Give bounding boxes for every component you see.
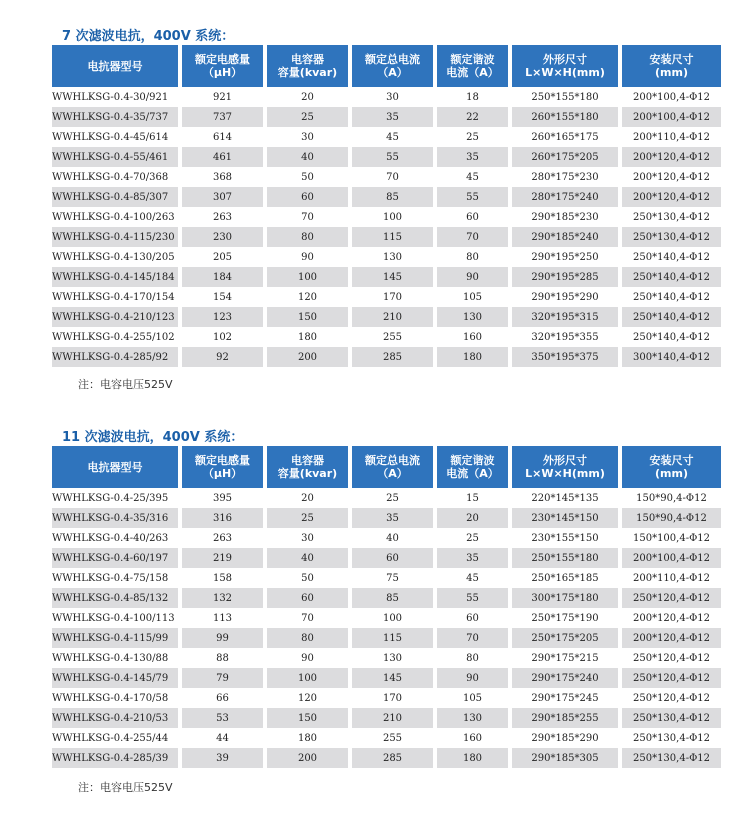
value-cell: 263: [180, 528, 265, 548]
value-cell: 100: [350, 207, 435, 227]
value-cell: 50: [265, 568, 350, 588]
value-cell: 150: [265, 307, 350, 327]
model-cell: WWHLKSG-0.4-115/99: [52, 628, 180, 648]
value-cell: 180: [435, 748, 510, 768]
value-cell: 205: [180, 247, 265, 267]
table-row: [52, 127, 721, 147]
header-cell: 额定谐波 电流（A）: [435, 446, 510, 488]
value-cell: 255: [350, 327, 435, 347]
value-cell: 70: [435, 628, 510, 648]
value-cell: 132: [180, 588, 265, 608]
model-cell: WWHLKSG-0.4-100/113: [52, 608, 180, 628]
header-cell: 额定电感量 （μH）: [180, 45, 265, 87]
value-cell: 250*140,4-Φ12: [620, 267, 721, 287]
value-cell: 39: [180, 748, 265, 768]
model-cell: WWHLKSG-0.4-170/154: [52, 287, 180, 307]
value-cell: 30: [350, 87, 435, 107]
model-cell: WWHLKSG-0.4-170/58: [52, 688, 180, 708]
value-cell: 250*120,4-Φ12: [620, 668, 721, 688]
value-cell: 200: [265, 748, 350, 768]
table-row: [52, 548, 721, 568]
value-cell: 45: [435, 167, 510, 187]
section-title: 11 次滤波电抗，400V 系统：: [62, 430, 244, 445]
value-cell: 22: [435, 107, 510, 127]
value-cell: 75: [350, 568, 435, 588]
value-cell: 150: [265, 708, 350, 728]
table-row: [52, 628, 721, 648]
model-cell: WWHLKSG-0.4-210/53: [52, 708, 180, 728]
value-cell: 105: [435, 287, 510, 307]
value-cell: 60: [435, 207, 510, 227]
model-cell: WWHLKSG-0.4-115/230: [52, 227, 180, 247]
model-cell: WWHLKSG-0.4-45/614: [52, 127, 180, 147]
table-row: [52, 748, 721, 768]
value-cell: 50: [265, 167, 350, 187]
value-cell: 35: [435, 548, 510, 568]
value-cell: 290*195*290: [510, 287, 620, 307]
value-cell: 200*100,4-Φ12: [620, 107, 721, 127]
value-cell: 210: [350, 708, 435, 728]
value-cell: 290*185*255: [510, 708, 620, 728]
model-cell: WWHLKSG-0.4-40/263: [52, 528, 180, 548]
model-cell: WWHLKSG-0.4-70/368: [52, 167, 180, 187]
value-cell: 320*195*355: [510, 327, 620, 347]
value-cell: 60: [265, 588, 350, 608]
value-cell: 290*185*230: [510, 207, 620, 227]
value-cell: 200: [265, 347, 350, 367]
value-cell: 250*140,4-Φ12: [620, 287, 721, 307]
table-row: [52, 307, 721, 327]
table-row: [52, 488, 721, 508]
value-cell: 20: [265, 87, 350, 107]
value-cell: 300*175*180: [510, 588, 620, 608]
header-cell: 外形尺寸 L×W×H(mm): [510, 446, 620, 488]
table-row: [52, 147, 721, 167]
value-cell: 230*145*150: [510, 508, 620, 528]
value-cell: 85: [350, 588, 435, 608]
table-row: [52, 688, 721, 708]
value-cell: 100: [350, 608, 435, 628]
model-cell: WWHLKSG-0.4-130/88: [52, 648, 180, 668]
value-cell: 20: [435, 508, 510, 528]
value-cell: 290*185*305: [510, 748, 620, 768]
header-cell: 电抗器型号: [52, 45, 180, 87]
value-cell: 35: [350, 107, 435, 127]
value-cell: 120: [265, 688, 350, 708]
capacitor-voltage-note: 注：电容电压525V: [78, 378, 173, 391]
model-cell: WWHLKSG-0.4-85/132: [52, 588, 180, 608]
table-row: [52, 187, 721, 207]
value-cell: 80: [435, 247, 510, 267]
value-cell: 200*110,4-Φ12: [620, 127, 721, 147]
table-row: [52, 247, 721, 267]
table-row: [52, 207, 721, 227]
value-cell: 200*110,4-Φ12: [620, 568, 721, 588]
value-cell: 80: [435, 648, 510, 668]
value-cell: 250*140,4-Φ12: [620, 307, 721, 327]
model-cell: WWHLKSG-0.4-285/92: [52, 347, 180, 367]
value-cell: 250*140,4-Φ12: [620, 247, 721, 267]
value-cell: 102: [180, 327, 265, 347]
table-row: [52, 528, 721, 548]
value-cell: 180: [265, 728, 350, 748]
value-cell: 130: [435, 307, 510, 327]
value-cell: 280*175*240: [510, 187, 620, 207]
value-cell: 35: [350, 508, 435, 528]
value-cell: 40: [265, 147, 350, 167]
value-cell: 160: [435, 728, 510, 748]
value-cell: 210: [350, 307, 435, 327]
value-cell: 105: [435, 688, 510, 708]
value-cell: 99: [180, 628, 265, 648]
header-cell: 额定总电流 （A）: [350, 446, 435, 488]
value-cell: 290*175*245: [510, 688, 620, 708]
value-cell: 130: [350, 247, 435, 267]
value-cell: 45: [435, 568, 510, 588]
value-cell: 123: [180, 307, 265, 327]
value-cell: 170: [350, 287, 435, 307]
model-cell: WWHLKSG-0.4-55/461: [52, 147, 180, 167]
value-cell: 250*175*190: [510, 608, 620, 628]
value-cell: 250*120,4-Φ12: [620, 688, 721, 708]
value-cell: 80: [265, 628, 350, 648]
value-cell: 180: [435, 347, 510, 367]
value-cell: 921: [180, 87, 265, 107]
value-cell: 200*100,4-Φ12: [620, 548, 721, 568]
header-cell: 安装尺寸 (mm): [620, 45, 721, 87]
value-cell: 300*140,4-Φ12: [620, 347, 721, 367]
value-cell: 290*175*240: [510, 668, 620, 688]
value-cell: 737: [180, 107, 265, 127]
table-row: [52, 227, 721, 247]
value-cell: 45: [350, 127, 435, 147]
value-cell: 250*130,4-Φ12: [620, 728, 721, 748]
value-cell: 160: [435, 327, 510, 347]
value-cell: 250*120,4-Φ12: [620, 588, 721, 608]
value-cell: 285: [350, 347, 435, 367]
table-row: [52, 347, 721, 367]
value-cell: 250*120,4-Φ12: [620, 648, 721, 668]
value-cell: 290*185*290: [510, 728, 620, 748]
value-cell: 200*120,4-Φ12: [620, 147, 721, 167]
table-row: [52, 287, 721, 307]
value-cell: 25: [265, 508, 350, 528]
value-cell: 25: [435, 528, 510, 548]
value-cell: 250*130,4-Φ12: [620, 207, 721, 227]
model-cell: WWHLKSG-0.4-85/307: [52, 187, 180, 207]
value-cell: 60: [350, 548, 435, 568]
value-cell: 25: [265, 107, 350, 127]
value-cell: 290*195*250: [510, 247, 620, 267]
value-cell: 100: [265, 668, 350, 688]
model-cell: WWHLKSG-0.4-25/395: [52, 488, 180, 508]
model-cell: WWHLKSG-0.4-145/184: [52, 267, 180, 287]
table-row: [52, 568, 721, 588]
value-cell: 307: [180, 187, 265, 207]
value-cell: 55: [435, 187, 510, 207]
value-cell: 150*100,4-Φ12: [620, 528, 721, 548]
value-cell: 255: [350, 728, 435, 748]
value-cell: 219: [180, 548, 265, 568]
value-cell: 44: [180, 728, 265, 748]
spec-table: [52, 45, 721, 367]
value-cell: 130: [435, 708, 510, 728]
value-cell: 66: [180, 688, 265, 708]
value-cell: 145: [350, 267, 435, 287]
value-cell: 350*195*375: [510, 347, 620, 367]
value-cell: 70: [350, 167, 435, 187]
table-row: [52, 648, 721, 668]
value-cell: 154: [180, 287, 265, 307]
model-cell: WWHLKSG-0.4-210/123: [52, 307, 180, 327]
table-header-row: [52, 446, 721, 488]
header-cell: 安装尺寸 (mm): [620, 446, 721, 488]
value-cell: 290*185*240: [510, 227, 620, 247]
value-cell: 70: [435, 227, 510, 247]
value-cell: 60: [435, 608, 510, 628]
value-cell: 200*120,4-Φ12: [620, 628, 721, 648]
table-row: [52, 267, 721, 287]
value-cell: 230: [180, 227, 265, 247]
model-cell: WWHLKSG-0.4-255/44: [52, 728, 180, 748]
value-cell: 113: [180, 608, 265, 628]
value-cell: 290*195*285: [510, 267, 620, 287]
value-cell: 60: [265, 187, 350, 207]
value-cell: 100: [265, 267, 350, 287]
value-cell: 395: [180, 488, 265, 508]
value-cell: 200*120,4-Φ12: [620, 608, 721, 628]
value-cell: 115: [350, 227, 435, 247]
table-row: [52, 608, 721, 628]
value-cell: 290*175*215: [510, 648, 620, 668]
value-cell: 461: [180, 147, 265, 167]
value-cell: 368: [180, 167, 265, 187]
value-cell: 55: [435, 588, 510, 608]
value-cell: 35: [435, 147, 510, 167]
value-cell: 150*90,4-Φ12: [620, 508, 721, 528]
value-cell: 250*175*205: [510, 628, 620, 648]
section-title: 7 次滤波电抗，400V 系统：: [62, 29, 235, 44]
value-cell: 90: [265, 648, 350, 668]
value-cell: 130: [350, 648, 435, 668]
value-cell: 250*140,4-Φ12: [620, 327, 721, 347]
model-cell: WWHLKSG-0.4-35/316: [52, 508, 180, 528]
value-cell: 120: [265, 287, 350, 307]
value-cell: 285: [350, 748, 435, 768]
value-cell: 200*120,4-Φ12: [620, 187, 721, 207]
model-cell: WWHLKSG-0.4-60/197: [52, 548, 180, 568]
value-cell: 90: [435, 668, 510, 688]
header-cell: 电容器 容量(kvar): [265, 45, 350, 87]
value-cell: 200*100,4-Φ12: [620, 87, 721, 107]
value-cell: 158: [180, 568, 265, 588]
value-cell: 250*155*180: [510, 548, 620, 568]
header-cell: 额定谐波 电流（A）: [435, 45, 510, 87]
header-cell: 外形尺寸 L×W×H(mm): [510, 45, 620, 87]
value-cell: 90: [435, 267, 510, 287]
value-cell: 170: [350, 688, 435, 708]
value-cell: 40: [350, 528, 435, 548]
value-cell: 614: [180, 127, 265, 147]
value-cell: 230*155*150: [510, 528, 620, 548]
value-cell: 20: [265, 488, 350, 508]
table-row: [52, 668, 721, 688]
value-cell: 18: [435, 87, 510, 107]
table-row: [52, 708, 721, 728]
value-cell: 280*175*230: [510, 167, 620, 187]
value-cell: 79: [180, 668, 265, 688]
value-cell: 180: [265, 327, 350, 347]
value-cell: 85: [350, 187, 435, 207]
value-cell: 30: [265, 127, 350, 147]
value-cell: 145: [350, 668, 435, 688]
value-cell: 250*130,4-Φ12: [620, 748, 721, 768]
value-cell: 55: [350, 147, 435, 167]
value-cell: 15: [435, 488, 510, 508]
value-cell: 250*130,4-Φ12: [620, 227, 721, 247]
value-cell: 200*120,4-Φ12: [620, 167, 721, 187]
value-cell: 53: [180, 708, 265, 728]
value-cell: 250*155*180: [510, 87, 620, 107]
value-cell: 80: [265, 227, 350, 247]
table-row: [52, 107, 721, 127]
value-cell: 260*155*180: [510, 107, 620, 127]
model-cell: WWHLKSG-0.4-30/921: [52, 87, 180, 107]
header-cell: 额定电感量 （μH）: [180, 446, 265, 488]
value-cell: 40: [265, 548, 350, 568]
value-cell: 220*145*135: [510, 488, 620, 508]
model-cell: WWHLKSG-0.4-35/737: [52, 107, 180, 127]
value-cell: 260*165*175: [510, 127, 620, 147]
header-cell: 电抗器型号: [52, 446, 180, 488]
table-row: [52, 327, 721, 347]
model-cell: WWHLKSG-0.4-285/39: [52, 748, 180, 768]
value-cell: 250*130,4-Φ12: [620, 708, 721, 728]
value-cell: 320*195*315: [510, 307, 620, 327]
value-cell: 250*165*185: [510, 568, 620, 588]
model-cell: WWHLKSG-0.4-255/102: [52, 327, 180, 347]
table-row: [52, 167, 721, 187]
table-header-row: [52, 45, 721, 87]
value-cell: 90: [265, 247, 350, 267]
value-cell: 88: [180, 648, 265, 668]
value-cell: 70: [265, 207, 350, 227]
value-cell: 30: [265, 528, 350, 548]
value-cell: 184: [180, 267, 265, 287]
header-cell: 额定总电流 （A）: [350, 45, 435, 87]
header-cell: 电容器 容量(kvar): [265, 446, 350, 488]
value-cell: 150*90,4-Φ12: [620, 488, 721, 508]
value-cell: 260*175*205: [510, 147, 620, 167]
value-cell: 263: [180, 207, 265, 227]
value-cell: 92: [180, 347, 265, 367]
value-cell: 25: [350, 488, 435, 508]
table-row: [52, 588, 721, 608]
table-row: [52, 508, 721, 528]
value-cell: 70: [265, 608, 350, 628]
value-cell: 115: [350, 628, 435, 648]
table-row: [52, 87, 721, 107]
table-row: [52, 728, 721, 748]
capacitor-voltage-note: 注：电容电压525V: [78, 781, 173, 794]
value-cell: 316: [180, 508, 265, 528]
spec-table: [52, 446, 721, 768]
value-cell: 25: [435, 127, 510, 147]
model-cell: WWHLKSG-0.4-145/79: [52, 668, 180, 688]
model-cell: WWHLKSG-0.4-75/158: [52, 568, 180, 588]
model-cell: WWHLKSG-0.4-130/205: [52, 247, 180, 267]
model-cell: WWHLKSG-0.4-100/263: [52, 207, 180, 227]
